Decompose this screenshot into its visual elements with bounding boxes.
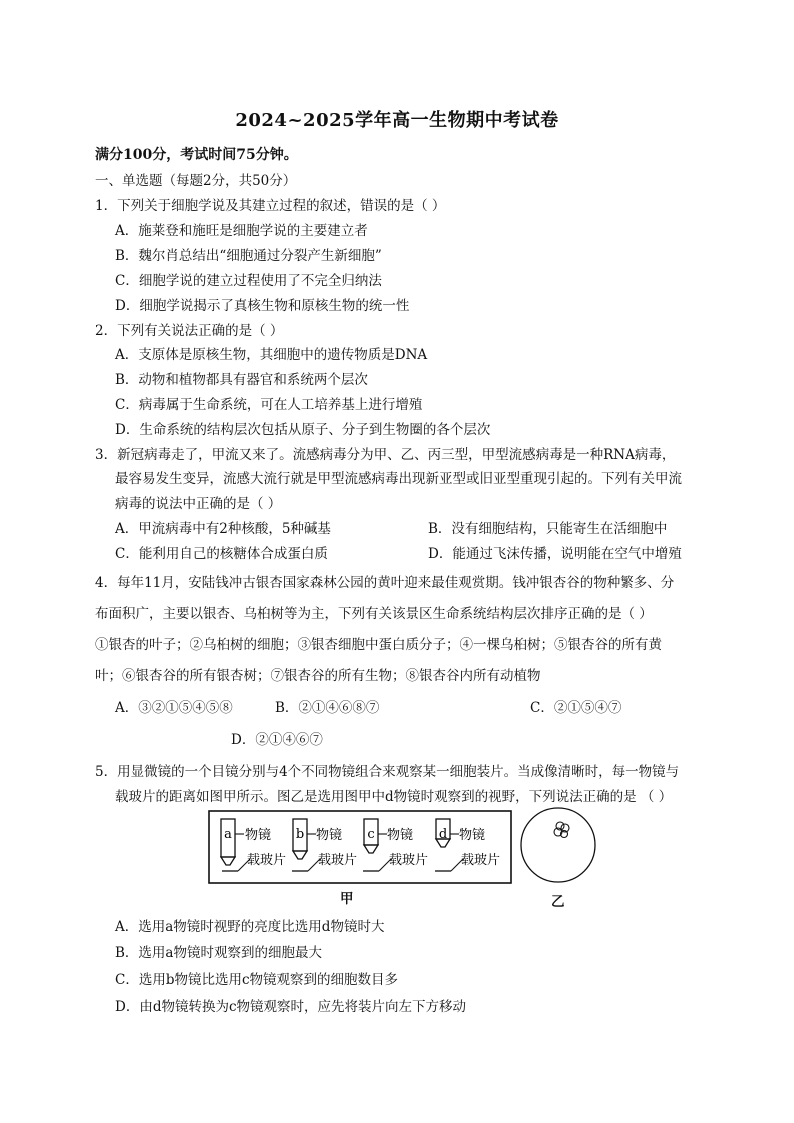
option-b: B．动物和植物都具有器官和系统两个层次 bbox=[115, 372, 368, 388]
objective-letter: a bbox=[224, 827, 232, 842]
objective-label: 物镜 bbox=[387, 828, 414, 843]
question-stem-line: ①银杏的叶子；②乌桕树的细胞；③银杏细胞中蛋白质分子；④一棵乌桕树；⑤银杏谷的所有黄 bbox=[95, 637, 662, 653]
section-heading: 一、单选题（每题2分，共50分） bbox=[95, 173, 297, 189]
figure-objectives bbox=[208, 810, 512, 886]
option-b: B．没有细胞结构，只能寄生在活细胞中 bbox=[428, 521, 668, 537]
option-d: D．②①④⑥⑦ bbox=[231, 732, 323, 748]
question-stem-line: 最容易发生变异，流感大流行就是甲型流感病毒出现新亚型或旧亚型重现引起的。下列有关甲流 bbox=[115, 471, 682, 487]
objective-letter: d bbox=[438, 827, 448, 842]
objective-d bbox=[435, 819, 500, 871]
option-b: B．选用a物镜时观察到的细胞最大 bbox=[115, 945, 322, 961]
option-a: A．甲流病毒中有2种核酸，5种碱基 bbox=[115, 521, 331, 537]
option-d: D．生命系统的结构层次包括从原子、分子到生物圈的各个层次 bbox=[115, 422, 491, 438]
figure-caption-yi: 乙 bbox=[551, 894, 565, 910]
option-c: C．选用b物镜比选用c物镜观察到的细胞数目多 bbox=[115, 972, 399, 988]
question-stem: 2．下列有关说法正确的是（ ） bbox=[95, 323, 284, 339]
question-stem-line: 叶；⑥银杏谷的所有银杏树；⑦银杏谷的所有生物；⑧银杏谷内所有动植物 bbox=[95, 668, 541, 684]
option-c: C．②①⑤④⑦ bbox=[530, 700, 622, 716]
option-a: A．选用a物镜时视野的亮度比选用d物镜时大 bbox=[115, 919, 385, 935]
figure-caption-jia: 甲 bbox=[340, 891, 354, 907]
objective-letter: b bbox=[295, 827, 305, 842]
objective-label: 物镜 bbox=[245, 828, 272, 843]
option-b: B．②①④⑥⑧⑦ bbox=[275, 700, 380, 716]
option-b: B．魏尔肖总结出“细胞通过分裂产生新细胞” bbox=[115, 248, 382, 264]
question-stem-line: 5．用显微镜的一个目镜分别与4个不同物镜组合来观察某一细胞装片。当成像清晰时，每一物镜与 bbox=[95, 764, 680, 780]
option-c: C．细胞学说的建立过程使用了不完全归纳法 bbox=[115, 273, 382, 289]
slide-label: 载玻片 bbox=[389, 853, 429, 868]
question-stem-line: 4．每年11月，安陆钱冲古银杏国家森林公园的黄叶迎来最佳观赏期。钱冲银杏谷的物种繁多、分 bbox=[95, 575, 675, 591]
option-d: D．由d物镜转换为c物镜观察时，应先将装片向左下方移动 bbox=[115, 999, 467, 1015]
figure-field-of-view bbox=[518, 805, 598, 885]
slide-label: 载玻片 bbox=[247, 853, 287, 868]
slide-label: 载玻片 bbox=[318, 853, 358, 868]
objective-c bbox=[363, 819, 428, 871]
option-d: D．能通过飞沫传播，说明能在空气中增殖 bbox=[428, 546, 682, 562]
question-stem-line: 病毒的说法中正确的是（ ） bbox=[115, 496, 282, 512]
objective-letter: c bbox=[367, 827, 375, 842]
exam-info: 满分100分，考试时间75分钟。 bbox=[95, 147, 298, 163]
objective-a bbox=[221, 819, 286, 871]
option-d: D．细胞学说揭示了真核生物和原核生物的统一性 bbox=[115, 298, 410, 314]
slide-label: 载玻片 bbox=[461, 853, 501, 868]
option-c: C．能利用自己的核糖体合成蛋白质 bbox=[115, 546, 328, 562]
question-stem-line: 载玻片的距离如图甲所示。图乙是选用图甲中d物镜时观察到的视野，下列说法正确的是 （ ） bbox=[115, 789, 673, 805]
option-c: C．病毒属于生命系统，可在人工培养基上进行增殖 bbox=[115, 397, 423, 413]
objective-label: 物镜 bbox=[459, 828, 486, 843]
question-stem: 1．下列关于细胞学说及其建立过程的叙述，错误的是（ ） bbox=[95, 198, 446, 214]
option-a: A．支原体是原核生物，其细胞中的遗传物质是DNA bbox=[115, 347, 428, 363]
objective-label: 物镜 bbox=[316, 828, 343, 843]
page-title: 2024~2025学年高一生物期中考试卷 bbox=[235, 110, 559, 131]
question-stem-line: 3．新冠病毒走了，甲流又来了。流感病毒分为甲、乙、丙三型，甲型流感病毒是一种RNA病毒， bbox=[95, 447, 676, 463]
option-a: A．施莱登和施旺是细胞学说的主要建立者 bbox=[115, 223, 368, 239]
question-stem-line: 布面积广，主要以银杏、乌桕树等为主，下列有关该景区生命系统结构层次排序正确的是（ ） bbox=[95, 606, 653, 622]
cell-cluster bbox=[554, 822, 569, 838]
objective-b bbox=[292, 819, 357, 871]
option-a: A．③②①⑤④⑤⑧ bbox=[115, 700, 233, 716]
